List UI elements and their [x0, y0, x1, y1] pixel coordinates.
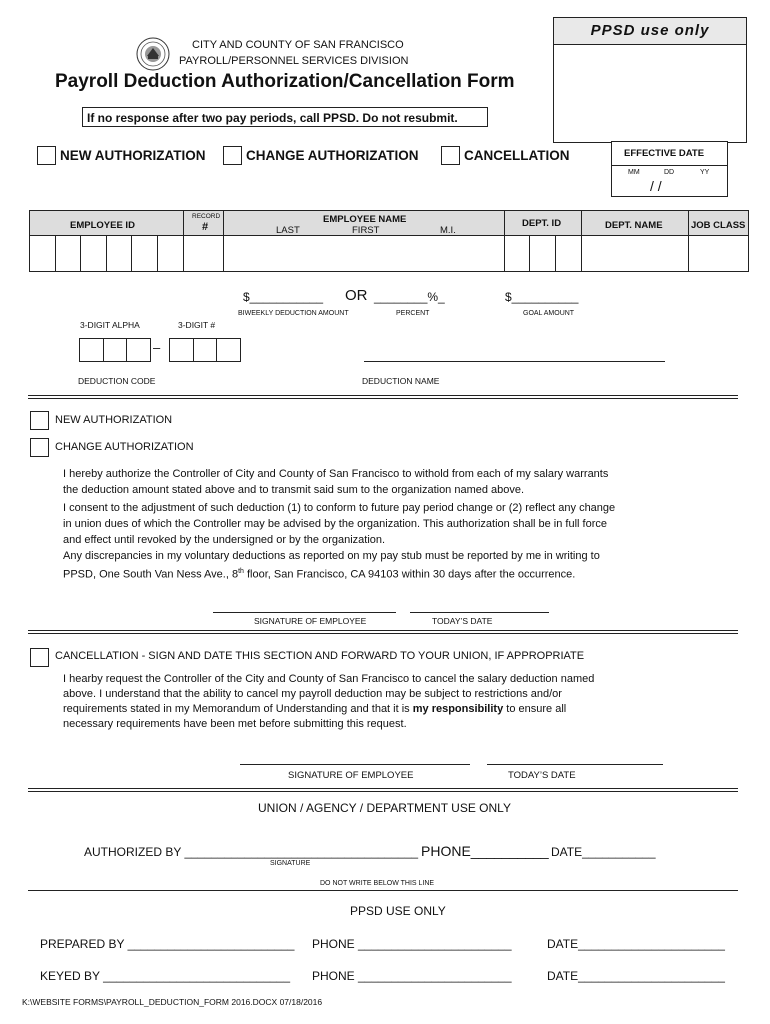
notice-box: If no response after two pay periods, call PPSD. Do not resubmit. — [82, 107, 488, 127]
city-seal-icon — [136, 37, 170, 71]
dept-id-header: DEPT. ID — [522, 218, 562, 229]
cancel-date-label: TODAY’S DATE — [508, 770, 576, 781]
new-authorization-checkbox[interactable] — [37, 146, 56, 165]
auth-paragraph-2-line-2: in union dues of which the Controller may be advised by the organization. This authorization shall be in full force — [63, 518, 608, 530]
cancel-date-line[interactable] — [487, 764, 663, 765]
union-phone-field[interactable]: PHONE__________ — [421, 843, 549, 859]
goal-amount-field[interactable]: $__________ — [505, 290, 579, 304]
cancel-line-4: necessary requirements have been met before submitting this request. — [63, 718, 407, 730]
auth-paragraph-2-line-1: I consent to the adjustment of such deduction (1) to conform to future pay period change or (2) reflect any change — [63, 502, 616, 514]
section-divider-2 — [28, 630, 738, 634]
deduction-code-dash: – — [153, 340, 161, 355]
authorized-by-field[interactable]: AUTHORIZED BY ___________________________________ — [84, 845, 419, 859]
ppsd-phone-1-field[interactable]: PHONE _______________________ — [312, 937, 512, 951]
ppsd-use-only-header: PPSD use only — [554, 18, 746, 45]
footer-file-path: K:\WEBSITE FORMS\PAYROLL_DEDUCTION_FORM 2016.DOCX 07/18/2016 — [22, 997, 323, 1007]
section-divider-1 — [28, 395, 738, 399]
record-header: RECORD — [192, 213, 221, 220]
record-hash: # — [202, 221, 209, 233]
cancel-line-1: I hearby request the Controller of the City and County of San Francisco to cancel the salary deduction named — [63, 673, 595, 685]
deduction-code-label: DEDUCTION CODE — [78, 376, 156, 386]
dept-name-header: DEPT. NAME — [605, 220, 663, 231]
ppsd-section-heading: PPSD USE ONLY — [350, 904, 446, 918]
effective-date-mm: MM — [628, 169, 640, 176]
auth-change-checkbox[interactable] — [30, 438, 49, 457]
do-not-write-label: DO NOT WRITE BELOW THIS LINE — [320, 880, 435, 887]
employee-table — [29, 210, 749, 272]
ppsd-use-only-box — [553, 17, 747, 143]
job-class-header: JOB CLASS — [691, 220, 746, 231]
first-name-header: FIRST — [352, 225, 380, 236]
cancel-line-2: above. I understand that the ability to cancel my payroll deduction may be subject to restrictions and/or — [63, 688, 562, 700]
deduction-name-line[interactable] — [364, 361, 665, 362]
cancellation-label: CANCELLATION — [464, 148, 570, 163]
section-divider-3 — [28, 788, 738, 792]
employee-name-header: EMPLOYEE NAME — [323, 214, 407, 225]
percent-field[interactable]: ________%_ — [374, 290, 445, 304]
effective-date-yy: YY — [700, 169, 710, 176]
auth-paragraph-2-line-3: and effect until revoked by the undersigned or by the organization. — [63, 534, 386, 546]
biweekly-amount-field[interactable]: $___________ — [243, 290, 324, 304]
cancel-section-checkbox[interactable] — [30, 648, 49, 667]
cancel-line-3: requirements stated in my Memorandum of Understanding and that it is my responsibility to ensure all — [63, 703, 567, 715]
do-not-write-line — [28, 890, 738, 891]
or-label: OR — [345, 287, 368, 304]
auth-signature-line[interactable] — [213, 612, 396, 613]
auth-new-checkbox[interactable] — [30, 411, 49, 430]
auth-paragraph-1-line-2: the deduction amount stated above and to transmit said sum to the organization named above. — [63, 484, 525, 496]
auth-paragraph-3-line-2: PPSD, One South Van Ness Ave., 8th floor, San Francisco, CA 94103 within 30 days after the occurrence. — [63, 568, 576, 581]
auth-paragraph-1-line-1: I hereby authorize the Controller of City and County of San Francisco to withold from each of my salary warrants — [63, 468, 609, 480]
effective-date-separators: / / — [650, 178, 662, 194]
org-line-1: CITY AND COUNTY OF SAN FRANCISCO — [192, 39, 404, 51]
cancellation-checkbox[interactable] — [441, 146, 460, 165]
page-title: Payroll Deduction Authorization/Cancellation Form — [55, 71, 515, 92]
change-authorization-checkbox[interactable] — [223, 146, 242, 165]
org-line-2: PAYROLL/PERSONNEL SERVICES DIVISION — [179, 55, 409, 67]
cancel-section-heading: CANCELLATION - SIGN AND DATE THIS SECTION AND FORWARD TO YOUR UNION, IF APPROPRIATE — [55, 650, 585, 662]
cancel-signature-line[interactable] — [240, 764, 470, 765]
cancel-signature-label: SIGNATURE OF EMPLOYEE — [288, 770, 414, 781]
new-authorization-label: NEW AUTHORIZATION — [60, 148, 206, 163]
union-date-field[interactable]: DATE___________ — [551, 845, 656, 859]
union-signature-label: SIGNATURE — [270, 860, 311, 867]
prepared-by-field[interactable]: PREPARED BY _________________________ — [40, 937, 295, 951]
percent-label: PERCENT — [396, 310, 430, 317]
effective-date-title: EFFECTIVE DATE — [624, 148, 705, 159]
auth-paragraph-3-line-1: Any discrepancies in my voluntary deductions as reported on my pay stub must be reported by me in writing to — [63, 550, 600, 562]
deduction-code-cells[interactable] — [79, 338, 239, 362]
three-digit-alpha-label: 3-DIGIT ALPHA — [80, 320, 140, 330]
auth-signature-label: SIGNATURE OF EMPLOYEE — [254, 616, 367, 626]
keyed-by-field[interactable]: KEYED BY ____________________________ — [40, 969, 291, 983]
ppsd-phone-2-field[interactable]: PHONE _______________________ — [312, 969, 512, 983]
goal-label: GOAL AMOUNT — [523, 310, 575, 317]
effective-date-box[interactable] — [611, 141, 728, 197]
change-authorization-label: CHANGE AUTHORIZATION — [246, 148, 419, 163]
dept-id-cells[interactable] — [504, 235, 581, 271]
ppsd-date-1-field[interactable]: DATE______________________ — [547, 937, 725, 951]
auth-new-label: NEW AUTHORIZATION — [55, 414, 173, 426]
biweekly-label: BIWEEKLY DEDUCTION AMOUNT — [238, 310, 349, 317]
last-name-header: LAST — [276, 225, 300, 236]
three-digit-number-label: 3-DIGIT # — [178, 320, 216, 330]
auth-date-line[interactable] — [410, 612, 549, 613]
ppsd-date-2-field[interactable]: DATE______________________ — [547, 969, 725, 983]
employee-id-header: EMPLOYEE ID — [70, 220, 135, 231]
union-section-heading: UNION / AGENCY / DEPARTMENT USE ONLY — [258, 801, 511, 815]
employee-id-cells[interactable] — [30, 235, 183, 271]
auth-date-label: TODAY’S DATE — [432, 616, 493, 626]
deduction-name-label: DEDUCTION NAME — [362, 376, 440, 386]
auth-change-label: CHANGE AUTHORIZATION — [55, 441, 194, 453]
effective-date-dd: DD — [664, 169, 675, 176]
mi-header: M.I. — [440, 225, 456, 236]
